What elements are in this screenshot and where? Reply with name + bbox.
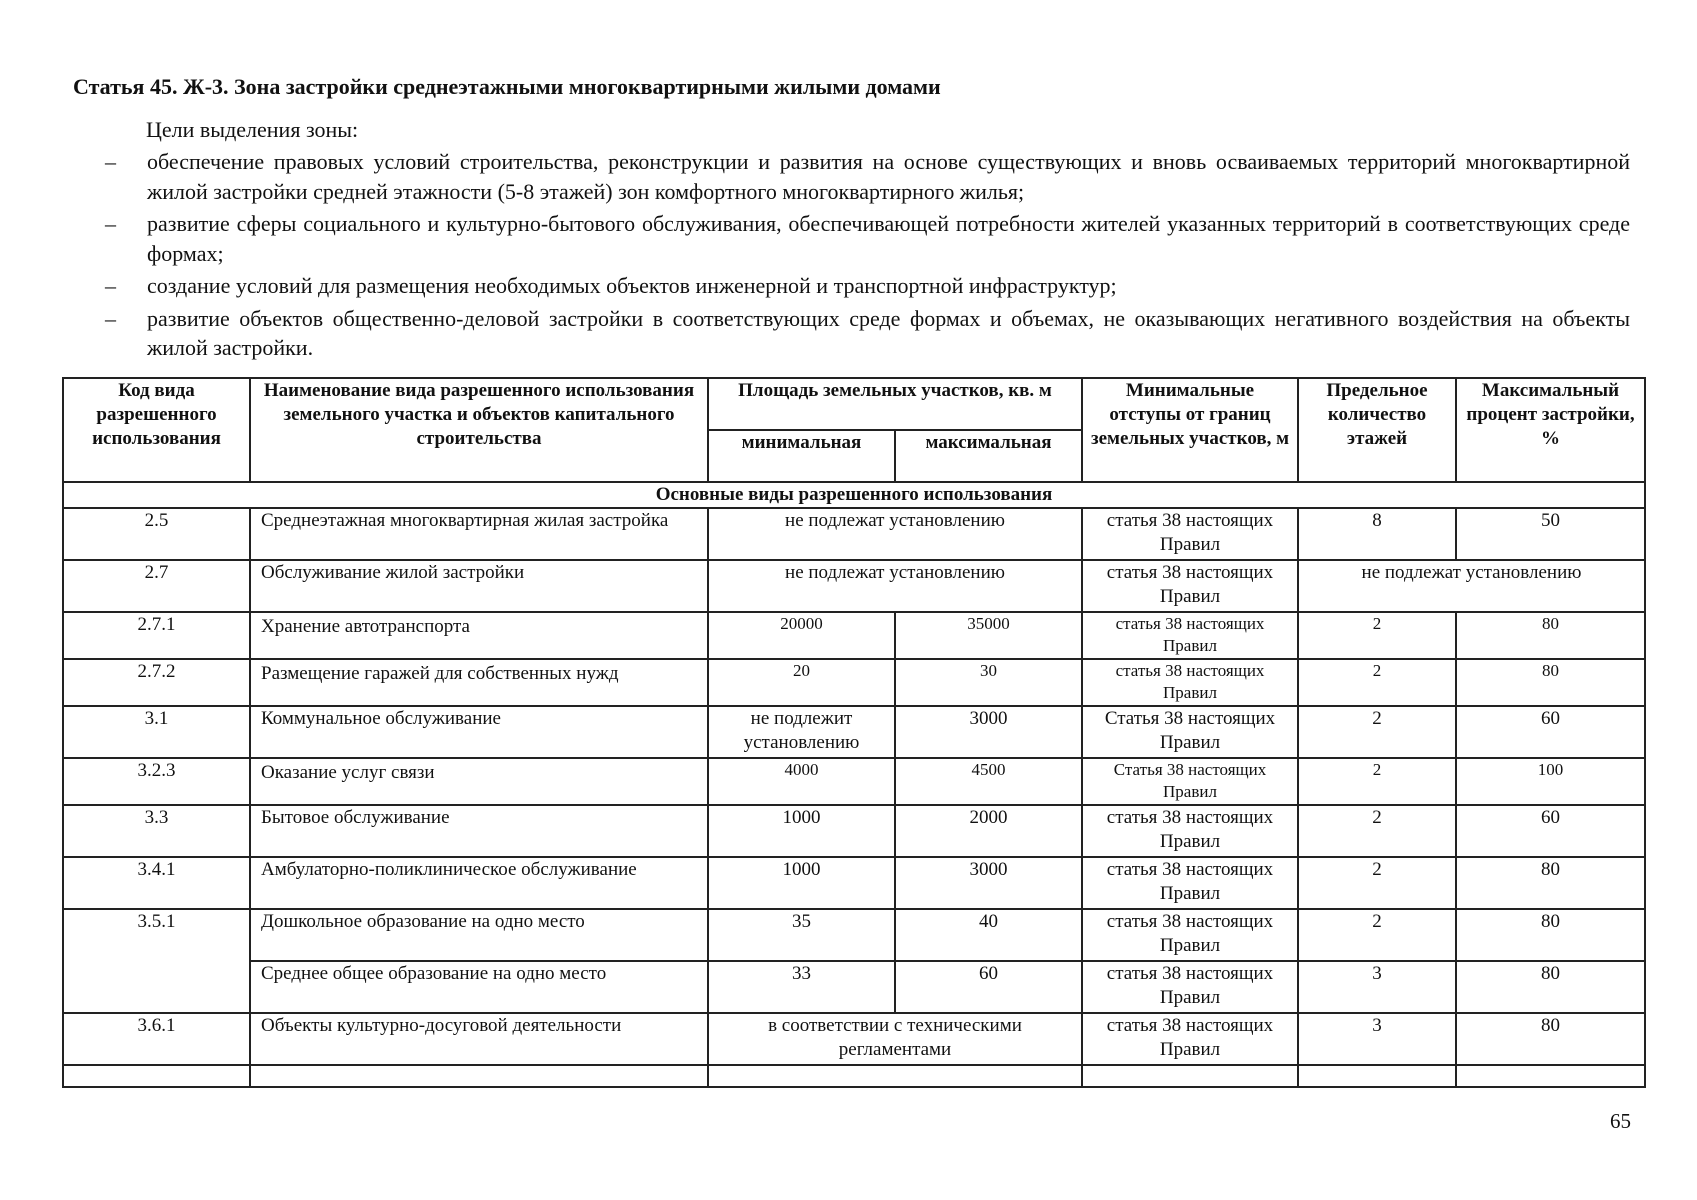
section-row: [63, 482, 1645, 508]
header-area: Площадь земельных участков, кв. м: [708, 378, 1082, 430]
cell-code: 3.5.1: [63, 909, 250, 1013]
cell-min: 1000: [708, 857, 895, 909]
cell-name: Объекты культурно-досуговой деятельности: [250, 1013, 708, 1065]
table-row: [63, 508, 1645, 560]
cell-floors: 8: [1298, 508, 1456, 560]
cell-max: 2000: [895, 805, 1082, 857]
table-row: [63, 961, 1645, 1013]
cell-max: 60: [895, 961, 1082, 1013]
header-area-min: минимальная: [708, 430, 895, 482]
cell-setback: статья 38 настоящих Правил: [1082, 805, 1298, 857]
cell-min: 20000: [708, 612, 895, 659]
cell-min: 20: [708, 659, 895, 706]
cell-setback: Статья 38 настоящих Правил: [1082, 706, 1298, 758]
cell-coverage: 50: [1456, 508, 1645, 560]
cell-max: 30: [895, 659, 1082, 706]
cell-code: 3.1: [63, 706, 250, 758]
cell-floors: 3: [1298, 961, 1456, 1013]
cell-max: 4500: [895, 758, 1082, 805]
cell-floors: 2: [1298, 805, 1456, 857]
goal-text: создание условий для размещения необходимых объектов инженерной и транспортной инфраструктур;: [147, 273, 1117, 298]
goal-item: [105, 147, 1630, 206]
cell-coverage: 80: [1456, 857, 1645, 909]
zoning-table: [62, 377, 1646, 1088]
cell-code: 2.7.1: [63, 612, 250, 659]
table-row: [63, 805, 1645, 857]
cell-name: Коммунальное обслуживание: [250, 706, 708, 758]
page-number: 65: [1610, 1109, 1631, 1133]
header-floors: Предельное количество этажей: [1298, 378, 1456, 482]
table-row: [63, 857, 1645, 909]
cell-setback: статья 38 настоящих Правил: [1082, 659, 1298, 706]
cell-max: 40: [895, 909, 1082, 961]
cell-max: 3000: [895, 857, 1082, 909]
cell-max: 35000: [895, 612, 1082, 659]
bullet-dash: –: [105, 273, 116, 298]
cell-name: Оказание услуг связи: [250, 758, 708, 805]
cell-name: Дошкольное образование на одно место: [250, 909, 708, 961]
cell-min: 4000: [708, 758, 895, 805]
cell-setback: статья 38 настоящих Правил: [1082, 508, 1298, 560]
header-name: Наименование вида разрешенного использования земельного участка и объектов капитального строительства: [250, 378, 708, 482]
goal-text: развитие объектов общественно-деловой застройки в соответствующих среде формах и объемах, не оказывающих негативного воздействия на объекты жилой застройки.: [147, 305, 1630, 360]
cell-name: Среднеэтажная многоквартирная жилая застройка: [250, 508, 708, 560]
cell-coverage: 60: [1456, 706, 1645, 758]
goals-list: [105, 147, 1630, 366]
table-row: [63, 1013, 1645, 1065]
cell-setback: Статья 38 настоящих Правил: [1082, 758, 1298, 805]
goal-text: развитие сферы социального и культурно-бытового обслуживания, обеспечивающей потребности жителей указанных территорий в соответствующих среде формах;: [147, 211, 1630, 266]
cell-coverage: 80: [1456, 659, 1645, 706]
cell-setback: статья 38 настоящих Правил: [1082, 961, 1298, 1013]
cell-floors: 2: [1298, 857, 1456, 909]
goal-item: [105, 271, 1630, 301]
header-code: Код вида разрешенного использования: [63, 378, 250, 482]
bullet-dash: –: [105, 149, 116, 174]
cell-min: не подлежит установлению: [708, 706, 895, 758]
cell-name: Размещение гаражей для собственных нужд: [250, 659, 708, 706]
table-row: [63, 706, 1645, 758]
table-row: [63, 758, 1645, 805]
header-area-max: максимальная: [895, 430, 1082, 482]
bullet-dash: –: [105, 305, 116, 331]
section-title: Основные виды разрешенного использования: [63, 482, 1645, 508]
cell-coverage: 80: [1456, 612, 1645, 659]
goal-item: [105, 209, 1630, 268]
article-title: Статья 45. Ж-3. Зона застройки среднеэтажными многоквартирными жилыми домами: [73, 74, 941, 99]
table-row: [63, 909, 1645, 961]
cell-max: 3000: [895, 706, 1082, 758]
cell-name: Среднее общее образование на одно место: [250, 961, 708, 1013]
cell-coverage: 80: [1456, 961, 1645, 1013]
cell-floors: 2: [1298, 909, 1456, 961]
cell-floors: 2: [1298, 706, 1456, 758]
header-coverage: Максимальный процент застройки, %: [1456, 378, 1645, 482]
cell-setback: статья 38 настоящих Правил: [1082, 909, 1298, 961]
cell-name: Хранение автотранспорта: [250, 612, 708, 659]
goals-heading: Цели выделения зоны:: [146, 117, 359, 142]
cell-code: 2.5: [63, 508, 250, 560]
cell-limits: не подлежат установлению: [1298, 560, 1645, 612]
cell-name: Обслуживание жилой застройки: [250, 560, 708, 612]
cell-floors: 3: [1298, 1013, 1456, 1065]
cell-name: Амбулаторно-поликлиническое обслуживание: [250, 857, 708, 909]
cell-code: 3.4.1: [63, 857, 250, 909]
cell-min: 35: [708, 909, 895, 961]
bullet-dash: –: [105, 211, 116, 236]
cell-coverage: 100: [1456, 758, 1645, 805]
cell-setback: статья 38 настоящих Правил: [1082, 612, 1298, 659]
cell-code: 2.7.2: [63, 659, 250, 706]
cell-floors: 2: [1298, 758, 1456, 805]
cell-code: 3.3: [63, 805, 250, 857]
cell-area: в соответствии с техническими регламентами: [708, 1013, 1082, 1065]
cell-min: 33: [708, 961, 895, 1013]
cell-coverage: 60: [1456, 805, 1645, 857]
goal-item: [105, 304, 1630, 363]
table-header-row: [63, 378, 1645, 430]
cell-coverage: 80: [1456, 1013, 1645, 1065]
cell-floors: 2: [1298, 612, 1456, 659]
cell-name: Бытовое обслуживание: [250, 805, 708, 857]
table-row: [63, 659, 1645, 706]
cell-setback: статья 38 настоящих Правил: [1082, 857, 1298, 909]
cell-setback: статья 38 настоящих Правил: [1082, 560, 1298, 612]
cell-area: не подлежат установлению: [708, 508, 1082, 560]
table-row: [63, 612, 1645, 659]
empty-row: [63, 1065, 1645, 1087]
header-setback: Минимальные отступы от границ земельных участков, м: [1082, 378, 1298, 482]
cell-floors: 2: [1298, 659, 1456, 706]
cell-code: 3.6.1: [63, 1013, 250, 1065]
cell-setback: статья 38 настоящих Правил: [1082, 1013, 1298, 1065]
cell-coverage: 80: [1456, 909, 1645, 961]
cell-min: 1000: [708, 805, 895, 857]
goal-text: обеспечение правовых условий строительства, реконструкции и развития на основе существующих и вновь осваиваемых территорий многоквартирной жилой застройки средней этажности (5-8 этажей) зон комфортного многоквартирного жилья;: [147, 149, 1630, 204]
cell-area: не подлежат установлению: [708, 560, 1082, 612]
cell-code: 3.2.3: [63, 758, 250, 805]
cell-code: 2.7: [63, 560, 250, 612]
table-row: [63, 560, 1645, 612]
